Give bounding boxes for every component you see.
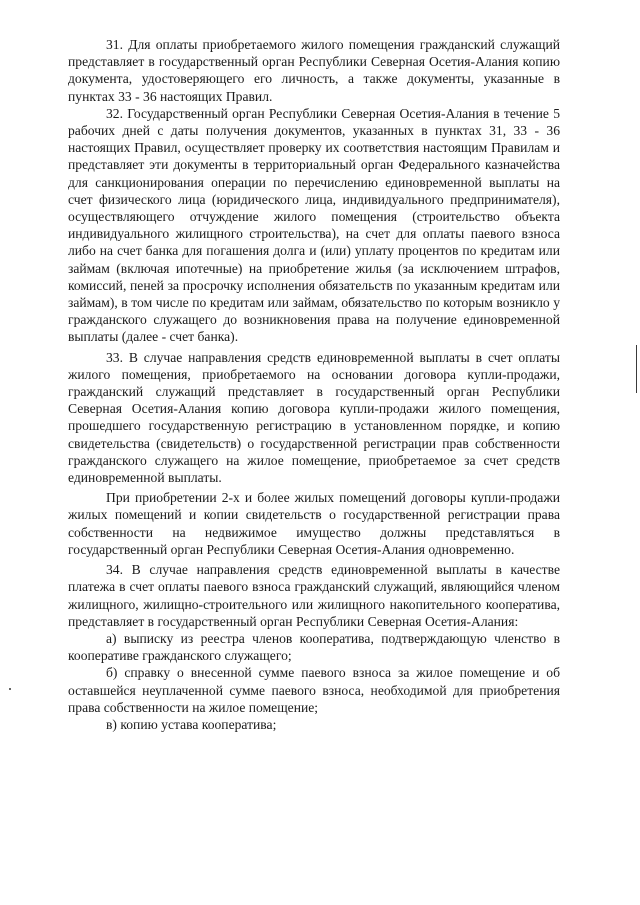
paragraph-34: 34. В случае направления средств единовременной выплаты в качестве платежа в счет оплаты паевого взноса гражданский служащий, являющийся членом жилищного, жилищно-строительного или жилищного накопительного кооператива, представляет в государственный орган Республики Северная Осетия-Алания: xyxy=(68,562,560,629)
paragraph-34-item-a: а) выписку из реестра членов кооператива, подтверждающую членство в кооперативе гражданского служащего; xyxy=(68,630,560,664)
scan-edge-mark xyxy=(636,345,637,393)
paragraph-33-note: При приобретении 2-х и более жилых помещений договоры купли-продажи жилых помещений и копии свидетельств о государственной регистрации права собственности на недвижимое имущество должны представляться в государственный орган Республики Северная Осетия-Алания одновременно. xyxy=(68,490,560,557)
paragraph-31: 31. Для оплаты приобретаемого жилого помещения гражданский служащий представляет в государственный орган Республики Северная Осетия-Алания копию документа, удостоверяющего его личность, а также документы, указанные в пунктах 33 - 36 настоящих Правил. xyxy=(68,37,560,104)
paragraph-33: 33. В случае направления средств единовременной выплаты в счет оплаты жилого помещения, приобретаемого на основании договора купли-продажи, гражданский служащий представляет в государственный орган Республики Северная Осетия-Алания копию договора купли-продажи жилого помещения, прошедшего государственную регистрацию в установленном порядке, и копию свидетельства (свидетельств) о государственной регистрации прав собственности гражданского служащего на жилое помещение, приобретаемое за счет средств единовременной выплаты. xyxy=(68,349,560,486)
scan-speck xyxy=(9,688,11,690)
paragraph-34-item-c: в) копию устава кооператива; xyxy=(106,716,277,732)
paragraph-32: 32. Государственный орган Республики Северная Осетия-Алания в течение 5 рабочих дней с даты получения документов, указанных в пунктах 31, 33 - 36 настоящих Правил, осуществляет проверку их соответствия настоящим Правилам и представляет эти документы в территориальный орган Федерального казначейства для санкционирования операции по перечислению единовременной выплаты на счет физического лица (юридического лица, индивидуального предпринимателя), осуществляющего отчуждение жилого помещения (строительство объекта индивидуального жилищного строительства), на счет для оплаты паевого взноса либо на счет банка для погашения долга и (или) уплату процентов по кредитам или займам (включая ипотечные) на приобретение жилья (за исключением штрафов, комиссий, пеней за просрочку исполнения обязательств по указанным кредитам или займам), в том числе по кредитам или займам, обязательство по которым возникло у гражданского служащего до возникновения права на получение единовременной выплаты (далее - счет банка). xyxy=(68,105,560,345)
paragraph-34-item-b: б) справку о внесенной сумме паевого взноса за жилое помещение и об оставшейся неуплаченной сумме паевого взноса, необходимой для приобретения права собственности на жилое помещение; xyxy=(68,665,560,715)
document-page xyxy=(68,36,560,733)
